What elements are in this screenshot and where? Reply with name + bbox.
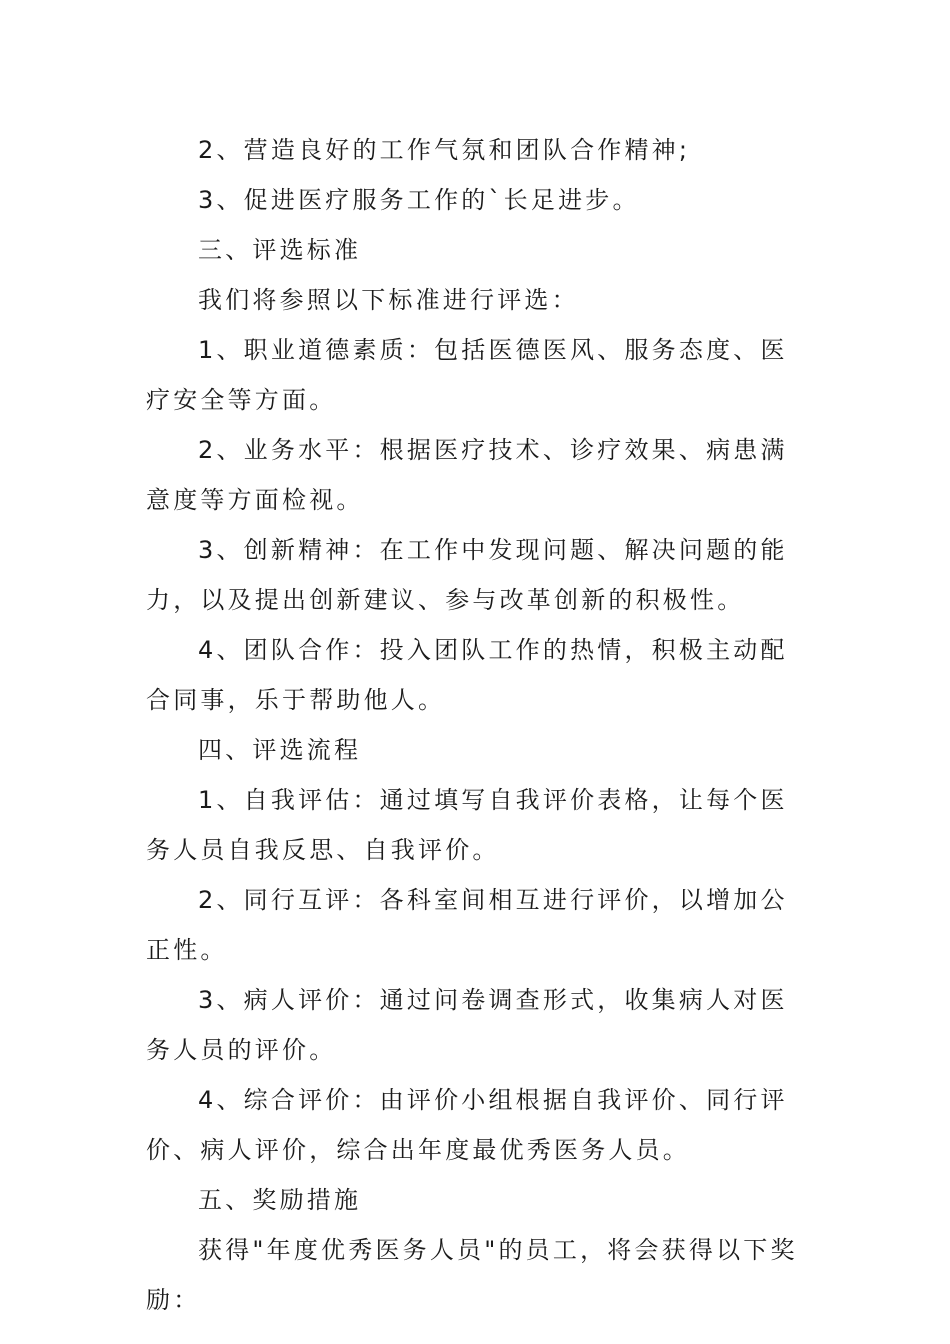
paragraph-criteria-1: 1、职业道德素质：包括医德医风、服务态度、医疗安全等方面。 (146, 336, 788, 414)
paragraph-process-1: 1、自我评估：通过填写自我评价表格，让每个医务人员自我反思、自我评价。 (146, 786, 788, 864)
paragraph-rewards-intro: 获得"年度优秀医务人员"的员工，将会获得以下奖励： (146, 1236, 798, 1314)
paragraph-criteria-2: 2、业务水平：根据医疗技术、诊疗效果、病患满意度等方面检视。 (146, 436, 788, 514)
paragraph-process-4: 4、综合评价：由评价小组根据自我评价、同行评价、病人评价，综合出年度最优秀医务人员。 (146, 1086, 788, 1164)
paragraph-criteria-3: 3、创新精神：在工作中发现问题、解决问题的能力，以及提出创新建议、参与改革创新的积极性。 (146, 536, 788, 614)
document-body (146, 125, 808, 1325)
paragraph-goal-2: 2、营造良好的工作气氛和团队合作精神; (198, 136, 691, 164)
section-heading-process: 四、评选流程 (198, 736, 362, 764)
paragraph-criteria-intro: 我们将参照以下标准进行评选： (198, 286, 579, 314)
paragraph-process-2: 2、同行互评：各科室间相互进行评价，以增加公正性。 (146, 886, 788, 964)
section-heading-rewards: 五、奖励措施 (198, 1186, 362, 1214)
paragraph-process-3: 3、病人评价：通过问卷调查形式，收集病人对医务人员的评价。 (146, 986, 788, 1064)
section-heading-criteria: 三、评选标准 (198, 236, 362, 264)
paragraph-goal-3: 3、促进医疗服务工作的`长足进步。 (198, 186, 640, 214)
paragraph-criteria-4: 4、团队合作：投入团队工作的热情，积极主动配合同事，乐于帮助他人。 (146, 636, 788, 714)
